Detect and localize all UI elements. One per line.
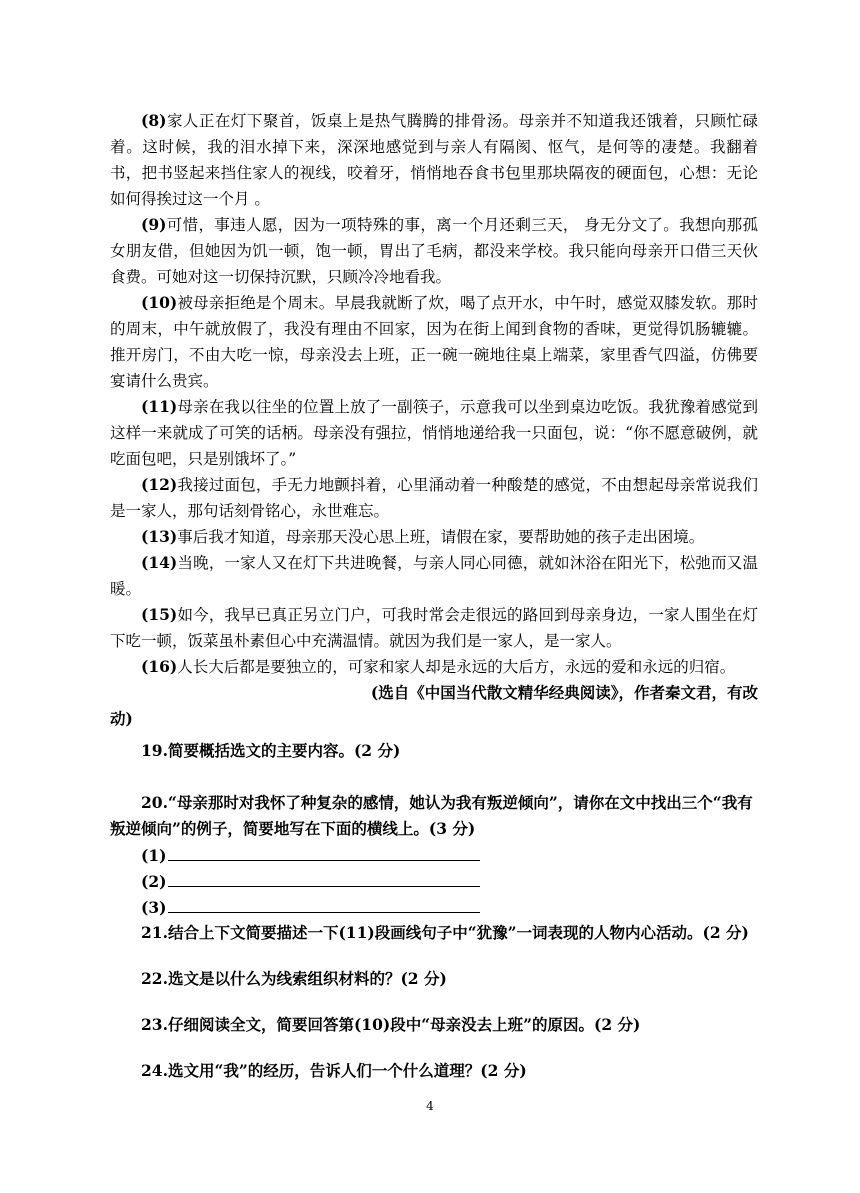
paragraph-11 bbox=[110, 394, 758, 472]
paragraph-text: 母亲在我以往坐的位置上放了一副筷子，示意我可以坐到桌边吃饭。我犹豫着感觉到这样一来就成了可笑的话柄。母亲没有强拉，悄悄地递给我一只面包，说：“你不愿意破例，就吃面包吧，只是别饿坏了。” bbox=[110, 398, 758, 468]
answer-blank-3 bbox=[110, 894, 758, 920]
paragraph-12 bbox=[110, 472, 758, 524]
paragraph-text: 人长大后都是要独立的，可家和家人却是永远的大后方，永远的爱和永远的归宿。 bbox=[177, 658, 736, 676]
paragraph-text: 如今，我早已真正另立门户，可我时常会走很远的路回到母亲身边，一家人围坐在灯下吃一顿，饭菜虽朴素但心中充满温情。就因为我们是一家人，是一家人。 bbox=[110, 606, 758, 650]
blank-label: (1) bbox=[141, 846, 167, 865]
answer-space-23 bbox=[110, 1038, 758, 1058]
question-21: 21.结合上下文简要描述一下(11)段画线句子中“犹豫”一词表现的人物内心活动。(2 分) bbox=[141, 923, 749, 942]
source-citation-text: (选自《中国当代散文精华经典阅读》，作者秦文君，有改 bbox=[370, 683, 758, 702]
paragraph-number: (13) bbox=[141, 527, 178, 546]
paragraph-text: 事后我才知道，母亲那天没心思上班，请假在家，要帮助她的孩子走出困境。 bbox=[177, 528, 705, 546]
question-23: 23.仔细阅读全文，简要回答第(10)段中“母亲没去上班”的原因。(2 分) bbox=[141, 1015, 641, 1034]
answer-space-22 bbox=[110, 992, 758, 1012]
paragraph-14 bbox=[110, 550, 758, 602]
paragraph-number: (16) bbox=[141, 657, 178, 676]
source-citation bbox=[110, 680, 758, 706]
paragraph-text: 家人正在灯下聚首，饭桌上是热气腾腾的排骨汤。母亲并不知道我还饿着，只顾忙碌着。这时候，我的泪水掉下来，深深地感觉到与亲人有隔阂、怄气，是何等的凄楚。我翻着书，把书竖起来挡住家人的视线，咬着牙，悄悄地吞食书包里那块隔夜的硬面包，心想：无论如何得挨过这一个月 。 bbox=[110, 112, 758, 208]
paragraph-number: (11) bbox=[141, 397, 178, 416]
paragraph-15 bbox=[110, 602, 758, 654]
question-24: 24.选文用“我”的经历，告诉人们一个什么道理？(2 分) bbox=[141, 1061, 527, 1080]
paragraph-number: (9) bbox=[141, 215, 167, 234]
source-citation-continued bbox=[110, 706, 758, 732]
answer-space-21 bbox=[110, 946, 758, 966]
question-22: 22.选文是以什么为线索组织材料的？(2 分) bbox=[141, 969, 447, 988]
paragraph-8 bbox=[110, 108, 758, 212]
answer-line[interactable] bbox=[168, 868, 480, 887]
question-20: 20.“母亲那时对我怀了种复杂的感情，她认为我有叛逆倾向”，请你在文中找出三个“我有叛逆倾向”的例子，简要地写在下面的横线上。(3 分) bbox=[110, 793, 753, 838]
paragraph-number: (10) bbox=[141, 293, 178, 312]
page-number: 4 bbox=[426, 1099, 434, 1113]
paragraph-number: (15) bbox=[141, 605, 178, 624]
paragraph-16 bbox=[110, 654, 758, 680]
blank-label: (2) bbox=[141, 872, 167, 891]
paragraph-9 bbox=[110, 212, 758, 290]
source-citation-text-end: 动) bbox=[110, 709, 133, 728]
paragraph-text: 可惜，事违人愿，因为一项特殊的事，离一个月还剩三天， 身无分文了。我想向那孤女朋友借，但她因为饥一顿，饱一顿，胃出了毛病，都没来学校。我只能向母亲开口借三天伙食费。可她对这一切保持沉默，只顾冷冷地看我。 bbox=[110, 216, 758, 286]
paragraph-number: (12) bbox=[141, 475, 178, 494]
blank-label: (3) bbox=[141, 898, 167, 917]
paragraph-number: (8) bbox=[141, 111, 167, 130]
reading-passage bbox=[110, 108, 758, 1084]
paragraph-number: (14) bbox=[141, 553, 178, 572]
paragraph-text: 我接过面包，手无力地颤抖着，心里涌动着一种酸楚的感觉，不由想起母亲常说我们是一家人，那句话刻骨铭心，永世难忘。 bbox=[110, 476, 758, 520]
answer-line[interactable] bbox=[168, 842, 480, 861]
answer-line[interactable] bbox=[168, 894, 480, 913]
answer-blank-2 bbox=[110, 868, 758, 894]
answer-space-19 bbox=[110, 764, 758, 786]
paragraph-text: 被母亲拒绝是个周末。早晨我就断了炊，喝了点开水，中午时，感觉双膝发软。那时的周末，中午就放假了，我没有理由不回家，因为在街上闻到食物的香味，更觉得饥肠辘辘。推开房门，不由大吃一惊，母亲没去上班，正一碗一碗地往桌上端菜，家里香气四溢，仿佛要宴请什么贵宾。 bbox=[110, 294, 758, 390]
paragraph-text: 当晚，一家人又在灯下共进晚餐，与亲人同心同德，就如沐浴在阳光下，松弛而又温暖。 bbox=[110, 554, 758, 598]
question-19: 19.简要概括选文的主要内容。(2 分) bbox=[141, 741, 401, 760]
paragraph-10 bbox=[110, 290, 758, 394]
paragraph-13 bbox=[110, 524, 758, 550]
answer-blank-1 bbox=[110, 842, 758, 868]
